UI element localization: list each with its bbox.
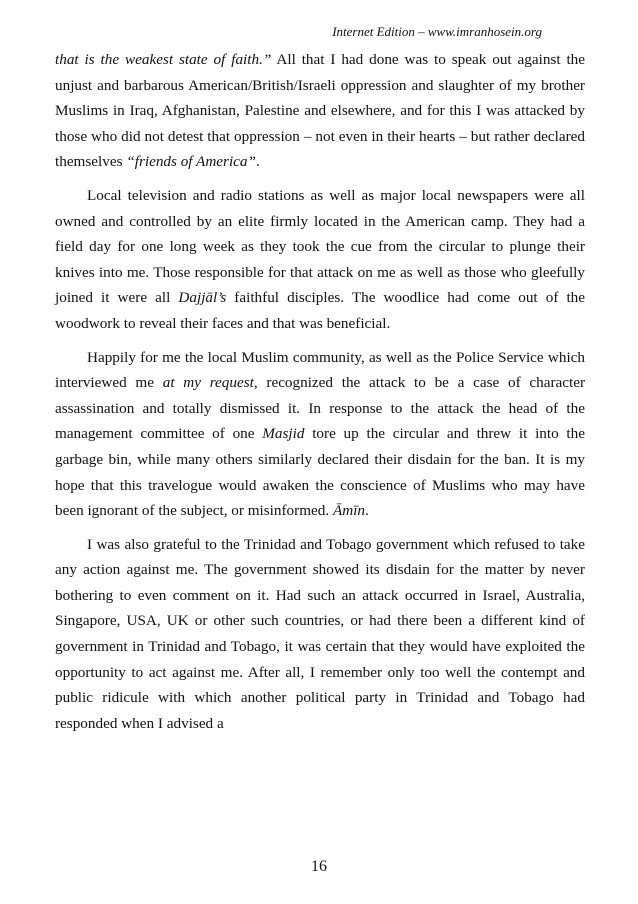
paragraph-4 [55, 532, 585, 737]
paragraph-2 [55, 183, 585, 337]
text-run: recognized the attack to be a case of character assassination and totally dismissed it. In response to the attack the head of the management committee of one [55, 374, 585, 443]
text-run: “friends of America” [126, 153, 256, 171]
text-run: . [365, 502, 369, 520]
text-run: Āmīn [332, 502, 366, 520]
paragraph-3 [55, 345, 585, 524]
text-run: tore up the circular and threw it into the garbage bin, while many others similarly declared their disdain for the ban. It is my hope that this travelogue would awaken the conscience of Muslims who may have been ignorant of the subject, or misinformed. [55, 425, 585, 520]
text-run: . [255, 153, 260, 171]
text-run: Local television and radio stations as well as major local newspapers were all owned and controlled by an elite firmly located in the American camp. They had a field day for one long week as they took the cue from the circular to plunge their knives into me. Those responsible for that attack on me as well as those who gleefully joined it were all [55, 186, 585, 307]
text-run: I was also grateful to the Trinidad and Tobago government which refused to take any action against me. The government showed its disdain for the matter by never bothering to even comment on it. Had such an attack occurred in Israel, Australia, Singapore, USA, UK or other such countries, or had there been a different kind of government in Trinidad and Tobago, it was certain that they would have exploited the opportunity to act against me. After all, I remember only too well the contempt and public ridicule with which another political party in Trinidad and Tobago had responded when I advised a [55, 535, 585, 732]
text-run: at my request, [162, 374, 258, 392]
paragraph-1 [55, 47, 585, 175]
text-run: Happily for me the local Muslim community, as well as the Police Service which interviewed me [55, 348, 585, 392]
text-run: Dajjāl’s [178, 289, 227, 307]
running-header: Internet Edition – www.imranhosein.org [332, 24, 542, 39]
text-run: faithful disciples. The woodlice had come out of the woodwork to reveal their faces and that was beneficial. [55, 289, 586, 332]
text-run: All that I had done was to speak out against the unjust and barbarous American/British/Israeli oppression and slaughter of my brother Muslims in Iraq, Afghanistan, Palestine and elsewhere, and for this I was attacked by those who did not detest that oppression – not even in their hearts – but rather declared themselves [55, 51, 586, 171]
text-run: Masjid [262, 425, 305, 443]
body-text [55, 47, 585, 744]
text-run: that is the weakest state of faith.” [55, 51, 272, 68]
page-number: 16 [311, 858, 327, 875]
